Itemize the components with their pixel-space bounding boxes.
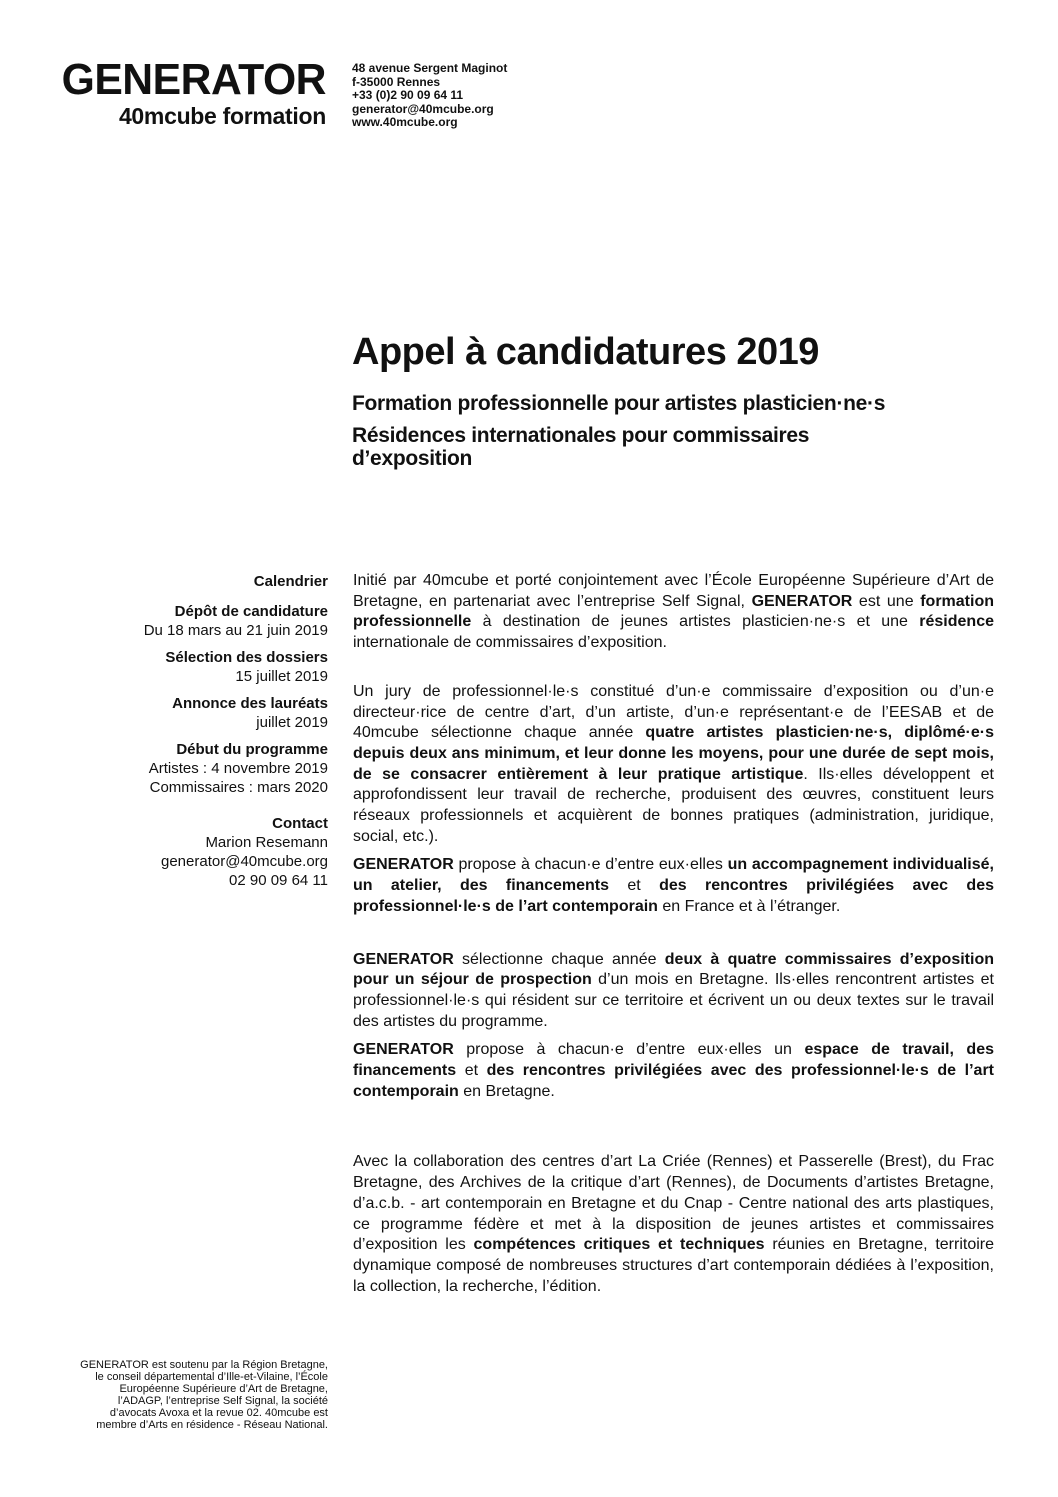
funding-line: GENERATOR est soutenu par la Région Bretagne,	[80, 1359, 328, 1371]
text: et	[609, 877, 660, 895]
calendar-item-debut	[60, 740, 328, 797]
text: internationale de commissaires d’exposition.	[353, 634, 667, 652]
calendar-item-selection	[60, 648, 328, 686]
address-city: f-35000 Rennes	[352, 74, 441, 89]
calendar-item-value: Commissaires : mars 2020	[149, 779, 328, 796]
calendar-sidebar	[60, 572, 328, 898]
text: à destination de jeunes artistes plasticien·ne·s et une	[471, 613, 920, 631]
calendar-item-value: 15 juillet 2019	[235, 668, 328, 685]
text: sélectionne chaque année	[453, 950, 665, 968]
calendar-item-value: juillet 2019	[256, 714, 328, 731]
text: d’un mois en Bretagne. Ils·elles rencontrent artistes et professionnel·le·s qui résident sur ce territoire et écrivent un ou deux textes sur le travail des artistes du programme.	[353, 971, 994, 1030]
text: . Ils·elles développent et approfondissent leur travail de recherche, produisent des œuvres, constituent leurs réseaux professionnels et acquièrent de bonnes pratiques (administration, juridique, social, etc.).	[353, 765, 994, 845]
brand-subtitle: 40mcube formation	[118, 103, 326, 129]
emphasis: GENERATOR	[353, 856, 454, 874]
emphasis: deux à quatre commissaires d’exposition pour un séjour de prospection	[353, 950, 994, 989]
text: et	[456, 1062, 487, 1080]
emphasis: des rencontres privilégiées avec des professionnel·le·s de l’art contemporain	[353, 1062, 995, 1100]
funding-note	[40, 1359, 328, 1431]
contact-name: Marion Resemann	[205, 834, 328, 851]
calendar-heading: Calendrier	[253, 573, 328, 590]
text: Un jury de professionnel·le·s constitué d’un·e commissaire d’exposition ou d’un·e directeur·rice de centre d’art, d’un artiste, d’un·e représentant·e de l’EESAB et de 40mcube sélectionne chaque année	[353, 682, 994, 742]
text: réunies en Bretagne, territoire dynamique composé de nombreuses structures d’art contemporain dédiées à l’exposition, la collection, la recherche, l’édition.	[353, 1236, 995, 1295]
paragraph-intro	[353, 571, 994, 654]
emphasis: GENERATOR	[353, 950, 454, 968]
emphasis: espace de travail, des financements	[353, 1041, 995, 1080]
text: en Bretagne.	[458, 1082, 555, 1100]
text: propose à chacun·e d’entre eux·elles un	[453, 1041, 805, 1059]
address-website[interactable]: www.40mcube.org	[352, 115, 458, 130]
paragraph-artists-offer	[353, 855, 994, 917]
funding-line: d’avocats Avoxa et la revue 02. 40mcube est	[109, 1407, 328, 1419]
brand-logo	[40, 55, 327, 129]
emphasis: compétences critiques et techniques	[473, 1236, 765, 1254]
address-phone: +33 (0)2 90 09 64 11	[352, 88, 464, 103]
calendar-item-label: Début du programme	[176, 741, 328, 758]
calendar-item-label: Dépôt de candidature	[174, 603, 328, 620]
emphasis: des rencontres privilégiées avec des professionnel·le·s de l’art contemporain	[353, 877, 994, 915]
paragraph-jury	[353, 682, 994, 848]
calendar-item-value: Artistes : 4 novembre 2019	[148, 760, 328, 777]
emphasis: résidence	[919, 613, 994, 631]
contact-email[interactable]: generator@40mcube.org	[161, 853, 328, 870]
funding-line: le conseil départemental d’Ille-et-Vilaine, l’École	[95, 1371, 328, 1383]
calendar-item-depot	[60, 602, 328, 640]
emphasis: quatre artistes plasticien·ne·s, diplômé·e·s depuis deux ans minimum, et leur donne les moyens, pour une durée de sept mois, de se consacrer entièrement à leur pratique artistique	[353, 724, 995, 783]
contact-heading: Contact	[272, 815, 328, 832]
page-title: Appel à candidatures 2019	[352, 331, 819, 373]
funding-line: membre d’Arts en résidence - Réseau National.	[96, 1419, 328, 1431]
address-block	[352, 62, 507, 130]
emphasis: GENERATOR	[751, 592, 853, 610]
funding-line: l’ADAGP, l’entreprise Self Signal, la société	[117, 1395, 328, 1407]
text: Initié par 40mcube et porté conjointement avec l’École Européenne Supérieure d’Art de Bretagne, en partenariat avec l’entreprise Self Signal,	[353, 572, 994, 610]
funding-line: Européenne Supérieure d’Art de Bretagne,	[119, 1383, 328, 1395]
contact-block	[60, 814, 328, 890]
brand-title: GENERATOR	[61, 55, 327, 104]
subtitle-formation: Formation professionnelle pour artistes plasticien·ne·s	[352, 392, 886, 415]
calendar-item-annonce	[60, 694, 328, 732]
paragraph-partners	[353, 1152, 994, 1297]
text: Avec la collaboration des centres d’art La Criée (Rennes) et Passerelle (Brest), du Frac Bretagne, des Archives de la critique d’art (Rennes), de Documents d’artistes Bretagne, d’a.c.b. - art contemporain en Bretagne et du Cnap - Centre national des arts plastiques, ce programme fédère et met à la disposition de jeunes artistes et commissaires d’exposition les	[353, 1153, 994, 1254]
emphasis: un accompagnement individualisé, un atelier, des financements	[353, 856, 994, 895]
body-text	[353, 571, 994, 1297]
emphasis: GENERATOR	[353, 1041, 454, 1059]
address-email[interactable]: generator@40mcube.org	[352, 101, 494, 116]
calendar-item-value: Du 18 mars au 21 juin 2019	[143, 622, 328, 639]
emphasis: formation professionnelle	[353, 592, 994, 631]
text: propose à chacun·e d’entre eux·elles	[453, 856, 728, 874]
title-block	[352, 330, 1012, 470]
contact-phone[interactable]: 02 90 09 64 11	[229, 872, 328, 889]
text: est une	[852, 592, 921, 610]
paragraph-curators	[353, 950, 994, 1033]
text: en France et à l’étranger.	[657, 897, 841, 915]
address-street: 48 avenue Sergent Maginot	[352, 61, 508, 75]
calendar-item-label: Sélection des dossiers	[165, 649, 328, 666]
calendar-item-label: Annonce des lauréats	[172, 695, 328, 712]
subtitle-residences: Résidences internationales pour commissaires d’exposition	[352, 424, 810, 470]
paragraph-curators-offer	[353, 1040, 994, 1102]
